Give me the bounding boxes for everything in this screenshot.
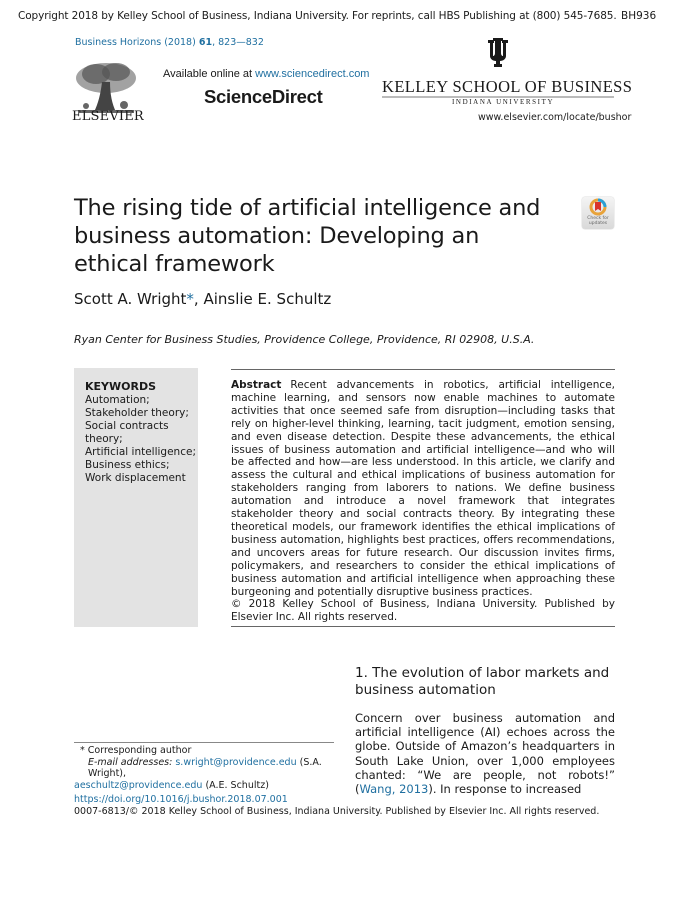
keyword-item: Artificial intelligence; [85, 446, 196, 458]
keyword-item: Work displacement [85, 472, 186, 484]
body-text-part: ). In response to increased [428, 782, 582, 797]
kelley-school-name: KELLEY SCHOOL OF BUSINESS [382, 77, 633, 96]
author-list [74, 290, 331, 308]
citation-wang-2013[interactable]: Wang, 2013 [359, 782, 429, 797]
abstract-text: Recent advancements in robotics, artificial intelligence, machine learning, and sensors now enable machines to automate activities that once seemed safe from disruption—including tasks that rely on higher-level thinking, learning, tacit judgment, emotion sensing, and even disease detection. Despite these advancements, the ethical issues of business automation and artificial intelligence—and who will be affected and how—are less understood. In this article, we clarify and assess the cultural and ethical implications of business automation for stakeholders ranging from laborers to nations. We define business automation and introduce a novel framework that integrates stakeholder theory and social contracts theory. By integrating these theoretical models, our framework identifies the ethical implications of business automation, highlights best practices, offers recommendations, and uncovers areas for future research. Our discussion invites firms, policymakers, and researchers to consider the ethical implications of business automation and artificial intelligence when approaching these burgeoning and potentially disruptive business practices. [231, 379, 615, 598]
check-updates-label: Check for updates [587, 216, 609, 226]
footnote-rule [74, 742, 334, 743]
corresponding-author-marker[interactable]: * [186, 290, 194, 308]
reprint-copyright-notice: Copyright 2018 by Kelley School of Business, Indiana University. For reprints, call HBS Publishing at (800) 545-7685. [18, 10, 617, 22]
keyword-item: Stakeholder theory; [85, 407, 189, 419]
corresponding-author-note: * Corresponding author [80, 745, 192, 756]
keywords-box [74, 368, 198, 627]
email-schultz-name: (A.E. Schultz) [202, 779, 269, 791]
indiana-university-trident-icon [486, 38, 510, 68]
journal-reference[interactable] [75, 37, 264, 48]
abstract-copyright: © 2018 Kelley School of Business, Indiana University. Published by Elsevier Inc. All rights reserved. [231, 598, 615, 624]
abstract-bottom-rule [231, 626, 615, 627]
elsevier-wordmark: ELSEVIER [72, 109, 144, 124]
document-code: BH936 [621, 10, 657, 22]
body-text-part: Concern over business automation and artificial intelligence (AI) echoes across the globe. Outside of Amazon’s headquarters in South Lake Union, over 1,000 employees chanted: “We are people, not robots!” ( [355, 711, 615, 797]
keyword-item: theory; [85, 433, 123, 445]
sciencedirect-logo: ScienceDirect [204, 86, 323, 107]
abstract-top-rule [231, 369, 615, 370]
email-line [74, 757, 344, 780]
journal-pages: , 823—832 [212, 37, 264, 48]
abstract-label: Abstract [231, 379, 282, 391]
sciencedirect-link[interactable]: www.sciencedirect.com [255, 68, 370, 80]
keyword-item: Social contracts [85, 420, 169, 432]
section-1-heading: 1. The evolution of labor markets and business automation [355, 665, 610, 698]
check-updates-icon [582, 197, 614, 217]
check-for-updates-button[interactable] [582, 197, 614, 229]
indiana-university-label: INDIANA UNIVERSITY [452, 98, 555, 106]
keywords-list [85, 394, 196, 485]
issn-copyright-line: 0007-6813/© 2018 Kelley School of Business, Indiana University. Published by Elsevier Inc. All rights reserved. [74, 806, 600, 817]
journal-homepage-link[interactable]: www.elsevier.com/locate/bushor [478, 112, 632, 123]
keywords-heading: KEYWORDS [85, 380, 157, 393]
keyword-item: Business ethics; [85, 459, 170, 471]
email-label: E-mail addresses: [88, 756, 176, 768]
email-line-2 [74, 780, 344, 792]
email-wright-name: (S.A. Wright), [88, 756, 322, 779]
abstract [231, 379, 615, 624]
keyword-item: Automation; [85, 394, 150, 406]
journal-volume: 61 [198, 37, 213, 48]
available-prefix: Available online at [163, 68, 256, 80]
author-wright[interactable]: Scott A. Wright [74, 290, 187, 308]
section-1-body [355, 711, 615, 796]
article-title: The rising tide of artificial intelligence and business automation: Developing an ethical framework [74, 195, 541, 277]
email-schultz-link[interactable]: aeschultz@providence.edu [74, 779, 203, 791]
footnote [74, 745, 344, 791]
author-affiliation: Ryan Center for Business Studies, Providence College, Providence, RI 02908, U.S.A. [74, 333, 535, 346]
author-schultz[interactable]: , Ainslie E. Schultz [193, 290, 332, 308]
email-wright-link[interactable]: s.wright@providence.edu [175, 756, 297, 768]
doi-link[interactable]: https://doi.org/10.1016/j.bushor.2018.07.001 [74, 794, 288, 805]
available-online [163, 68, 369, 80]
journal-name: Business Horizons (2018) [75, 37, 196, 48]
